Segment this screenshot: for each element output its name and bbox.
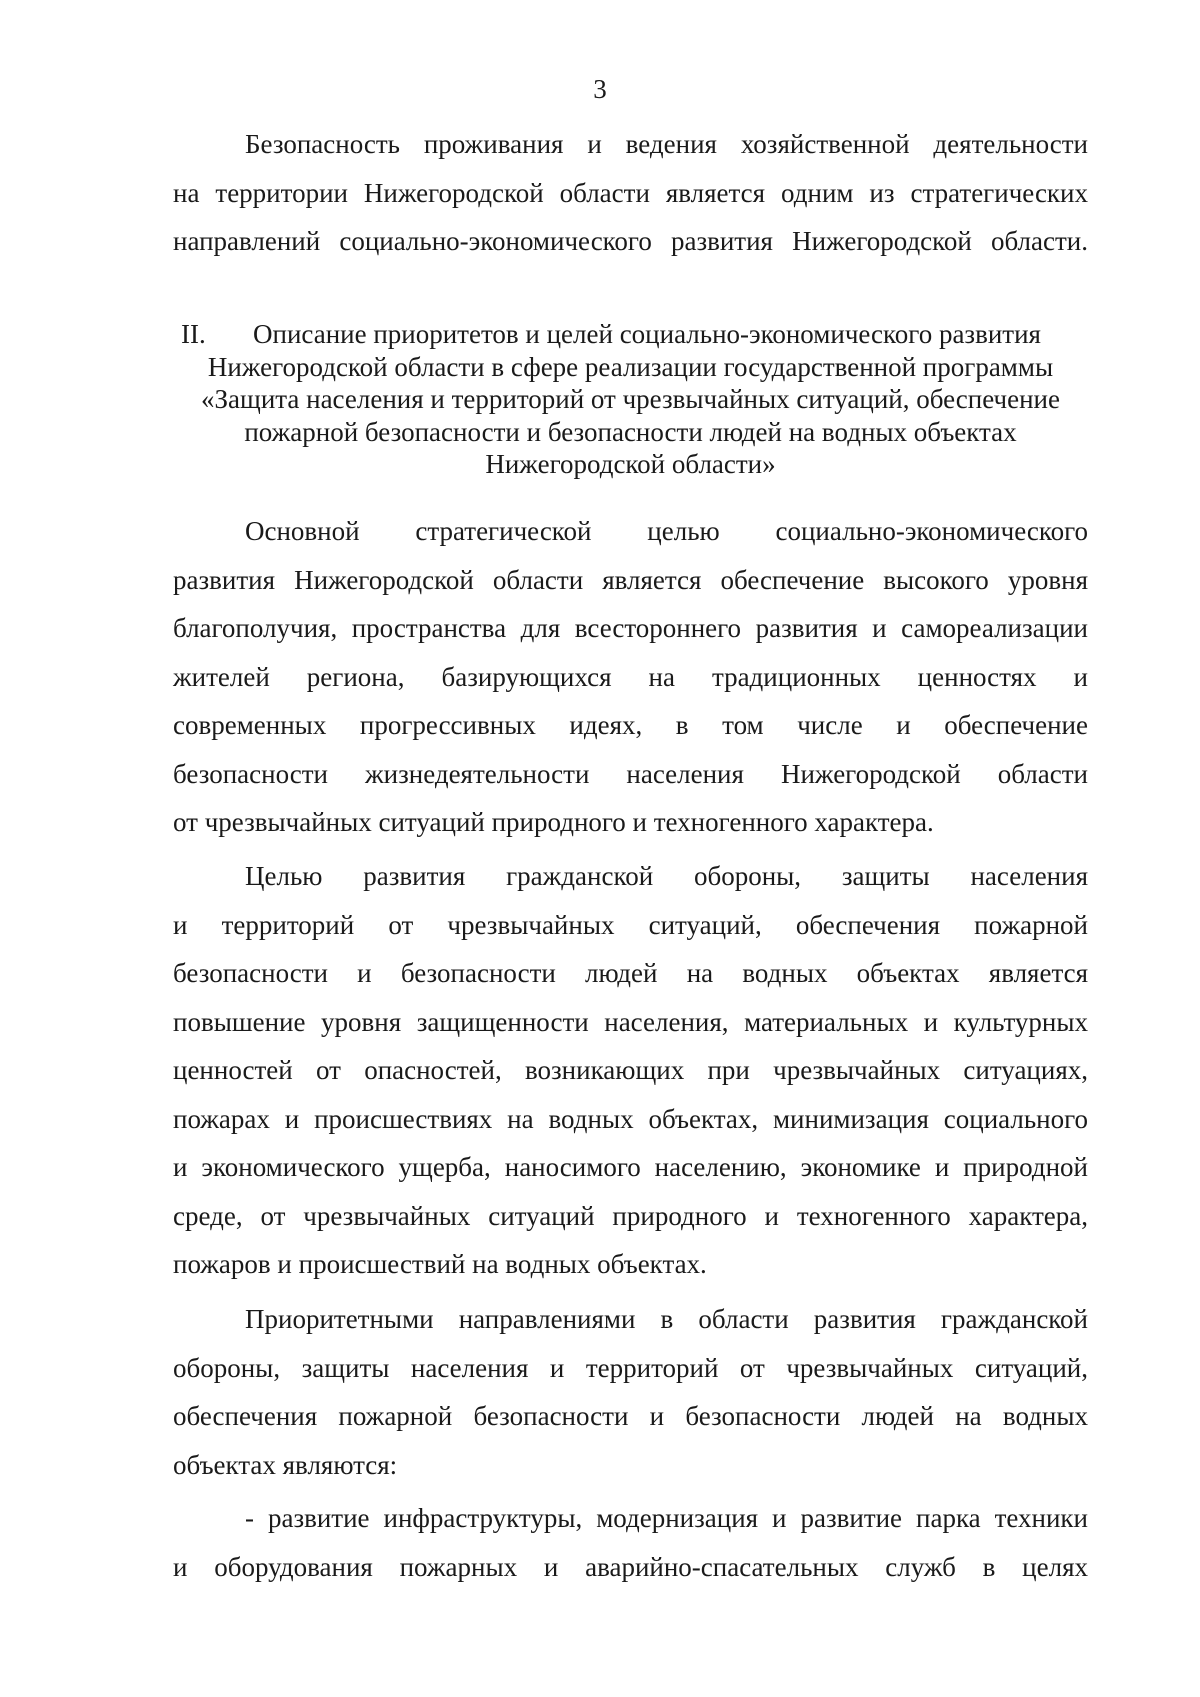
paragraph-line: и экономического ущерба, наносимого населению, экономике и природной (173, 1152, 1088, 1182)
paragraph-line: безопасности жизнедеятельности населения Нижегородской области (173, 758, 1088, 789)
paragraph-line: объектах являются: (173, 1449, 398, 1480)
section-heading-line (173, 318, 1088, 351)
paragraph-line: Целью развития гражданской обороны, защиты населения (245, 861, 1088, 891)
paragraph-civil-defense-goal (173, 852, 1088, 1289)
paragraph-line: - развитие инфраструктуры, модернизация и развитие парка техники (245, 1503, 1088, 1533)
paragraph-line: развития Нижегородской области является обеспечение высокого уровня (173, 564, 1088, 595)
paragraph-line: пожаров и происшествий на водных объектах. (173, 1249, 707, 1279)
list-item-infrastructure (173, 1494, 1088, 1591)
paragraph-line: обеспечения пожарной безопасности и безопасности людей на водных (173, 1401, 1088, 1431)
section-title-line: Нижегородской области» (485, 449, 776, 479)
section-number: II. (181, 319, 206, 349)
section-title-line: пожарной безопасности и безопасности людей на водных объектах (244, 416, 1017, 447)
section-title-line: Нижегородской области в сфере реализации государственной программы (207, 351, 1054, 382)
paragraph-line: жителей региона, базирующихся на традиционных ценностях и (173, 661, 1088, 692)
paragraph-strategic-goal (173, 507, 1088, 847)
paragraph-line: Приоритетными направлениями в области развития гражданской (245, 1304, 1088, 1334)
paragraph-line: благополучия, пространства для всестороннего развития и самореализации (173, 613, 1088, 643)
paragraph-line: среде, от чрезвычайных ситуаций природного и техногенного характера, (173, 1200, 1088, 1231)
intro-line: Безопасность проживания и ведения хозяйственной деятельности (245, 129, 1088, 159)
paragraph-line: и оборудования пожарных и аварийно-спасательных служб в целях (173, 1551, 1088, 1582)
page-number: 3 (593, 74, 607, 104)
intro-paragraph (173, 120, 1088, 266)
paragraph-line: и территорий от чрезвычайных ситуаций, обеспечения пожарной (173, 909, 1088, 940)
paragraph-line: безопасности и безопасности людей на водных объектах является (173, 958, 1088, 988)
paragraph-priorities (173, 1295, 1088, 1489)
paragraph-line: повышение уровня защищенности населения, материальных и культурных (173, 1006, 1088, 1037)
paragraph-line: пожарах и происшествиях на водных объектах, минимизация социального (173, 1103, 1088, 1134)
section-title-line: «Защита населения и территорий от чрезвычайных ситуаций, обеспечение (201, 384, 1060, 414)
intro-line: на территории Нижегородской области является одним из стратегических (173, 177, 1088, 208)
paragraph-line: Основной стратегической целью социально-экономического (245, 516, 1088, 546)
section-title-line: Описание приоритетов и целей социально-экономического развития (253, 319, 1041, 349)
intro-line: направлений социально-экономического развития Нижегородской области. (173, 226, 1088, 256)
paragraph-line: ценностей от опасностей, возникающих при чрезвычайных ситуациях, (173, 1055, 1088, 1085)
paragraph-line: от чрезвычайных ситуаций природного и техногенного характера. (173, 807, 934, 837)
section-heading (173, 318, 1088, 481)
paragraph-line: обороны, защиты населения и территорий от чрезвычайных ситуаций, (173, 1352, 1088, 1383)
paragraph-line: современных прогрессивных идеях, в том числе и обеспечение (173, 710, 1088, 740)
